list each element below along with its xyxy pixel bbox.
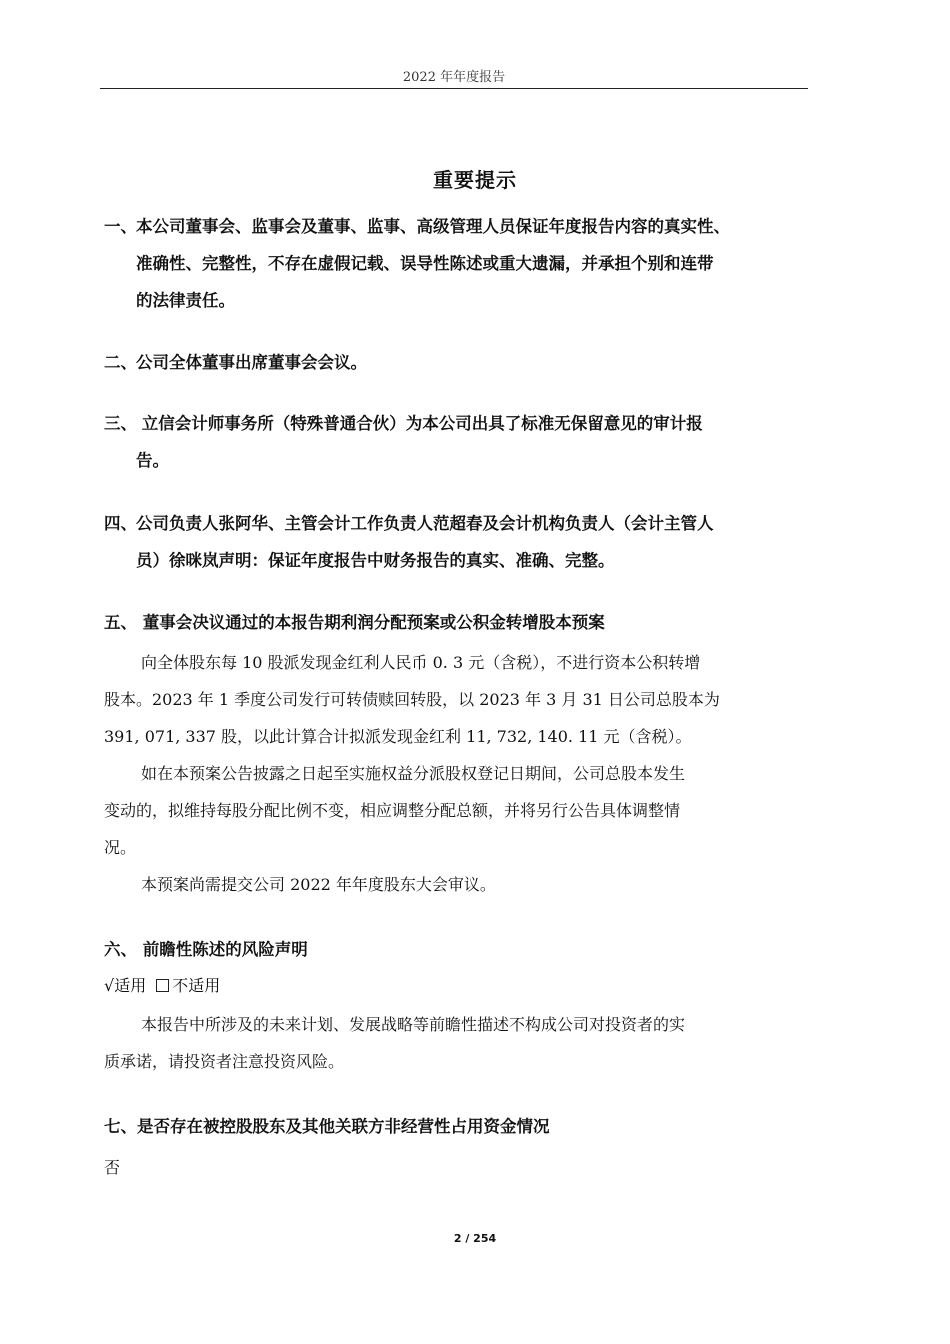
header-rule (100, 88, 808, 89)
section-4-number: 四、 (104, 514, 137, 533)
section-4-line-1: 公司负责人张阿华、主管会计工作负责人范超春及会计机构负责人（会计主管人 (136, 514, 714, 533)
section-3 (104, 405, 810, 479)
section-1-number: 一、 (104, 217, 137, 236)
s5-p2-line-3: 况。 (104, 838, 137, 857)
not-applicable-option: 不适用 (172, 976, 221, 995)
section-2-line-1: 公司全体董事出席董事会会议。 (136, 353, 367, 372)
s5-p3-line-1: 本预案尚需提交公司 2022 年年度股东大会审议。 (141, 875, 496, 894)
applicable-option: √适用 (104, 976, 147, 995)
section-1-line-3: 的法律责任。 (136, 291, 235, 310)
section-5-paragraph-1 (104, 644, 804, 755)
page-number: 2 / 254 (453, 1232, 497, 1245)
section-1 (104, 208, 810, 319)
s5-p1-line-2: 股本。2023 年 1 季度公司发行可转债赎回转股，以 2023 年 3 月 31 日公司总股本为 (104, 690, 720, 709)
s5-p1-line-1: 向全体股东每 10 股派发现金红利人民币 0. 3 元（含税），不进行资本公积转增 (141, 653, 701, 672)
section-3-number: 三、 (104, 414, 137, 433)
section-4 (104, 505, 810, 579)
section-1-line-1: 本公司董事会、监事会及董事、监事、高级管理人员保证年度报告内容的真实性、 (136, 217, 730, 236)
section-3-line-2: 告。 (136, 451, 169, 470)
section-5-paragraph-3 (104, 866, 804, 903)
section-5-heading: 五、 董事会决议通过的本报告期利润分配预案或公积金转增股本预案 (104, 613, 605, 632)
applicability-row (104, 971, 220, 1001)
section-4-line-2: 员）徐咪岚声明：保证年度报告中财务报告的真实、准确、完整。 (136, 551, 615, 570)
running-header: 2022 年年度报告 (402, 70, 506, 85)
s5-p1-line-3: 391, 071, 337 股，以此计算合计拟派发现金红利 11, 732, 140. 11 元（含税）。 (104, 727, 692, 746)
unchecked-box-icon (156, 979, 169, 992)
s5-p2-line-2: 变动的，拟维持每股分配比例不变，相应调整分配总额，并将另行公告具体调整情 (104, 801, 681, 820)
s5-p2-line-1: 如在本预案公告披露之日起至实施权益分派股权登记日期间，公司总股本发生 (141, 764, 686, 783)
section-7-answer: 否 (104, 1158, 121, 1177)
section-7-heading: 七、是否存在被控股股东及其他关联方非经营性占用资金情况 (104, 1117, 550, 1136)
s6-p1-line-1: 本报告中所涉及的未来计划、发展战略等前瞻性描述不构成公司对投资者的实 (141, 1015, 686, 1034)
section-2 (104, 344, 810, 381)
section-2-number: 二、 (104, 353, 137, 372)
page-title: 重要提示 (433, 168, 517, 192)
section-6-paragraph-1 (104, 1006, 804, 1080)
section-5-paragraph-2 (104, 755, 804, 866)
section-6-heading: 六、 前瞻性陈述的风险声明 (104, 940, 308, 959)
s6-p1-line-2: 质承诺，请投资者注意投资风险。 (104, 1052, 345, 1071)
section-1-line-2: 准确性、完整性，不存在虚假记载、误导性陈述或重大遗漏，并承担个别和连带 (136, 254, 714, 273)
section-3-line-1: 立信会计师事务所（特殊普通合伙）为本公司出具了标准无保留意见的审计报 (136, 414, 703, 433)
